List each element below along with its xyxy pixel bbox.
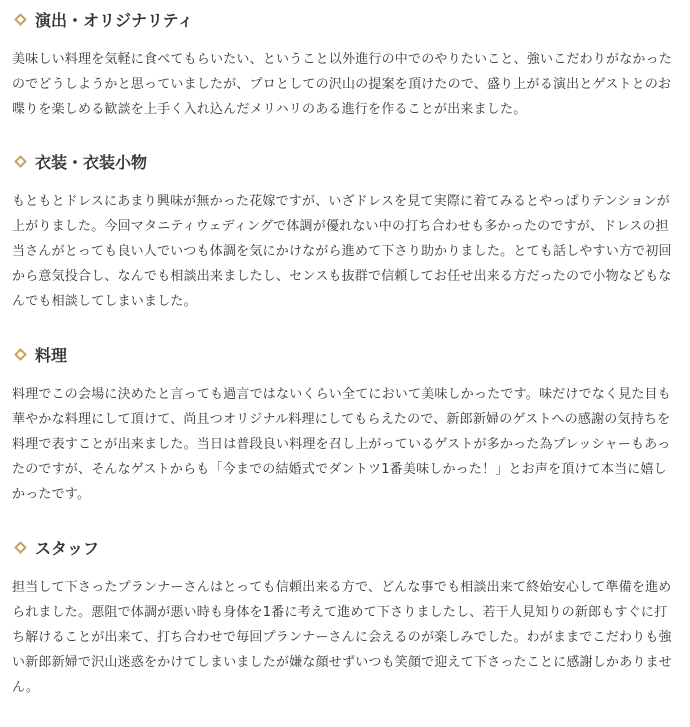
section-staff: [12, 535, 678, 700]
section-body: 担当して下さったプランナーさんはとっても信頼出来る方で、どんな事でも相談出来て終始安心して準備を進められました。悪阻で体調が悪い時も身体を1番に考えて進めて下さりましたし、若干人見知りの新郎もすぐに打ち解けることが出来て、打ち合わせで毎回プランナーさんに会えるのが楽しみでした。わがままでこだわりも強い新郎新婦で沢山迷惑をかけてしまいましたが嫌な顔せずいつも笑顔で迎えて下さったことに感謝しかありません。: [12, 580, 673, 695]
section-heading: [12, 535, 678, 559]
diamond-icon: [14, 348, 27, 361]
section-heading-text: スタッフ: [35, 538, 100, 558]
diamond-icon: [14, 155, 27, 168]
section-heading: [12, 149, 678, 173]
section-heading: [12, 342, 678, 366]
section-heading-text: 演出・オリジナリティ: [35, 10, 194, 30]
section-food: [12, 342, 678, 507]
diamond-icon: [14, 13, 27, 26]
section-heading-text: 衣装・衣装小物: [35, 152, 148, 172]
section-staging-originality: [12, 7, 678, 122]
section-body: 美味しい料理を気軽に食べてもらいたい、ということ以外進行の中でのやりたいこと、強いこだわりがなかったのでどうしようかと思っていましたが、プロとしての沢山の提案を頂けたので、盛り上がる演出とゲストとのお喋りを楽しめる歓談を上手く入れ込んだメリハリのある進行を作ることが出来ました。: [12, 52, 673, 117]
section-body: もともとドレスにあまり興味が無かった花嫁ですが、いざドレスを見て実際に着てみるとやっぱりテンションが上がりました。今回マタニティウェディングで体調が優れない中の打ち合わせも多かったのですが、ドレスの担当さんがとっても良い人でいつも体調を気にかけながら進めて下さり助かりました。とても話しやすい方で初回から意気投合し、なんでも相談出来ましたし、センスも抜群で信頼してお任せ出来る方だったので小物などもなんでも相談してしまいました。: [12, 194, 672, 309]
section-dress-accessories: [12, 149, 678, 314]
section-body: 料理でこの会場に決めたと言っても過言ではないくらい全てにおいて美味しかったです。味だけでなく見た目も華やかな料理にして頂けて、尚且つオリジナル料理にしてもらえたので、新郎新婦のゲストへの感謝の気持ちを料理で表すことが出来ました。当日は普段良い料理を召し上がっているゲストが多かった為プレッシャーもあったのですが、そんなゲストからも「今までの結婚式でダントツ1番美味しかった！」とお声を頂けて本当に嬉しかったです。: [12, 387, 671, 502]
diamond-icon: [14, 541, 27, 554]
section-heading-text: 料理: [35, 345, 68, 365]
section-heading: [12, 7, 678, 31]
